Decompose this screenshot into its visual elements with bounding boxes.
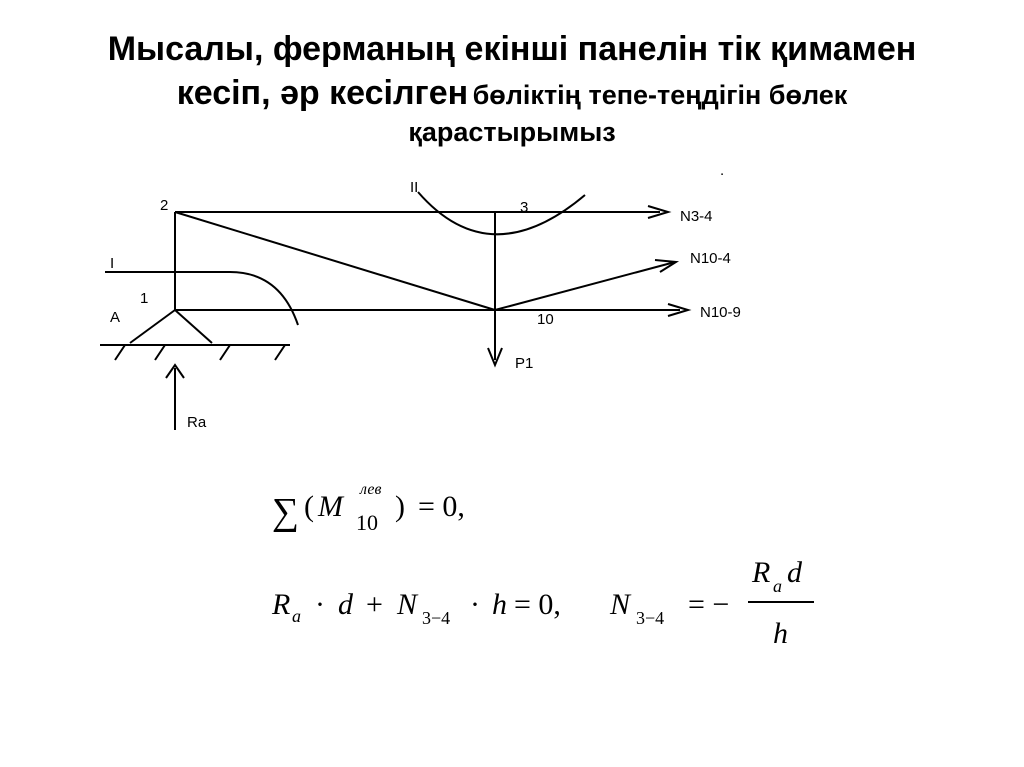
reaction-label-ra: Ra <box>187 414 207 431</box>
title-dot: . <box>720 162 725 179</box>
eq1-open-paren: ( <box>304 490 314 523</box>
eq1-close-paren: ) <box>395 490 405 523</box>
equation-1 <box>272 481 465 535</box>
fraction-numerator-d: d <box>787 556 802 589</box>
section-label-i: I <box>110 255 115 272</box>
fraction-numerator-r-sub: a <box>773 576 782 596</box>
title-line-3: қарастырымыз <box>408 117 616 148</box>
force-label-n10-9: N10-9 <box>700 304 741 321</box>
eq2-r-sub: a <box>292 606 301 626</box>
section-label-ii: II <box>410 179 419 196</box>
force-label-n3-4: N3-4 <box>680 208 713 225</box>
eq2-dot-2: · <box>470 588 480 621</box>
node-label-2: 2 <box>160 197 169 214</box>
eq1-rhs: = 0, <box>418 490 465 523</box>
node-label-3: 3 <box>520 199 529 216</box>
title-line-1: Мысалы, ферманың екінші панелін тік қимамен <box>107 30 917 68</box>
eq2-d: d <box>338 588 353 621</box>
eq2-n-2: N <box>610 588 631 621</box>
title-line-2-small: бөліктің тепе-теңдігін бөлек <box>472 79 848 110</box>
node-label-10: 10 <box>537 311 554 328</box>
eq2-n-sub: 3−4 <box>422 608 451 628</box>
support-label-a: A <box>110 309 121 326</box>
eq2-dot-1: · <box>315 588 325 621</box>
load-label-p1: P1 <box>515 355 534 372</box>
eq2-plus: + <box>366 588 383 621</box>
eq1-superscript: лев <box>360 481 382 498</box>
fraction-numerator-r: R <box>752 556 771 589</box>
eq2-eq-minus: = − <box>688 588 730 621</box>
eq1-subscript: 10 <box>356 510 378 535</box>
eq2-n-2-sub: 3−4 <box>636 608 665 628</box>
eq2-r: R <box>272 588 291 621</box>
title-line-2-big: кесіп, әр кесілген <box>176 73 469 112</box>
equation-2 <box>271 556 814 650</box>
eq2-eq-zero: = 0, <box>514 588 561 621</box>
eq2-n: N <box>397 588 418 621</box>
sum-symbol: ∑ <box>272 491 300 533</box>
force-label-n10-4: N10-4 <box>690 250 731 267</box>
eq1-moment-m: M <box>318 490 343 523</box>
node-label-1: 1 <box>140 290 149 307</box>
eq2-h: h <box>492 588 507 621</box>
fraction-denominator-h: h <box>773 617 788 650</box>
